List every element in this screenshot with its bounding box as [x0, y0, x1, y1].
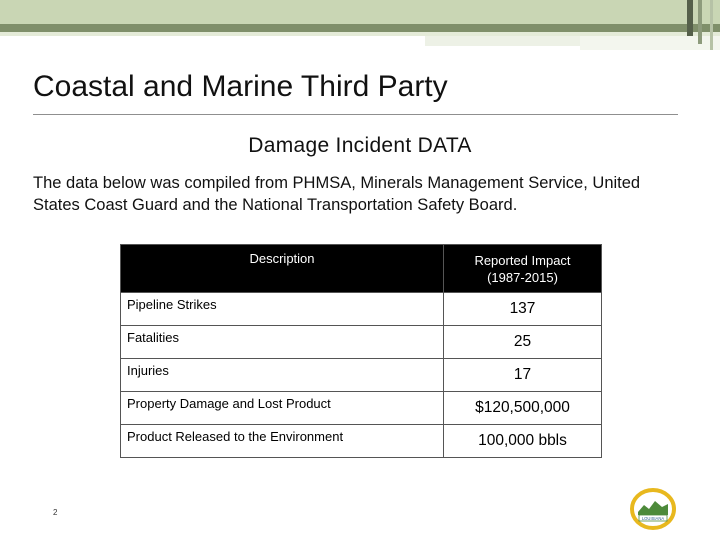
row-description: Product Released to the Environment — [121, 425, 444, 458]
header-vertical-accent-2 — [698, 0, 702, 44]
column-header-description: Description — [121, 245, 444, 293]
slide-subtitle: Damage Incident DATA — [248, 134, 472, 157]
header-accent-bar — [0, 0, 720, 24]
table-row — [121, 359, 602, 392]
table-row — [121, 392, 602, 425]
logo-text: LOUISIANA — [641, 516, 665, 521]
row-value: $120,500,000 — [444, 392, 602, 425]
slide-title: Coastal and Marine Third Party — [33, 70, 448, 103]
column-header-impact-label: Reported Impact — [474, 252, 571, 268]
header-vertical-accent-3 — [710, 0, 713, 50]
row-description: Property Damage and Lost Product — [121, 392, 444, 425]
organization-logo-icon — [630, 488, 676, 530]
table-row — [121, 326, 602, 359]
row-description: Pipeline Strikes — [121, 293, 444, 326]
column-header-impact-period: (1987-2015) — [487, 269, 558, 285]
column-header-reported-impact — [444, 245, 602, 293]
row-description: Fatalities — [121, 326, 444, 359]
page-number: 2 — [53, 508, 58, 517]
row-value: 137 — [444, 293, 602, 326]
row-value: 25 — [444, 326, 602, 359]
row-value: 17 — [444, 359, 602, 392]
header-vertical-accent — [687, 0, 693, 36]
incident-data-table — [120, 244, 602, 458]
header-accent-bar-dark — [0, 24, 720, 32]
table-row — [121, 425, 602, 458]
title-divider — [33, 114, 678, 115]
row-description: Injuries — [121, 359, 444, 392]
table-header-row — [121, 245, 602, 293]
row-value: 100,000 bbls — [444, 425, 602, 458]
intro-paragraph: The data below was compiled from PHMSA, Minerals Management Service, United States Coast Guard and the National Transportation Safety Board. — [33, 174, 641, 214]
table-row — [121, 293, 602, 326]
